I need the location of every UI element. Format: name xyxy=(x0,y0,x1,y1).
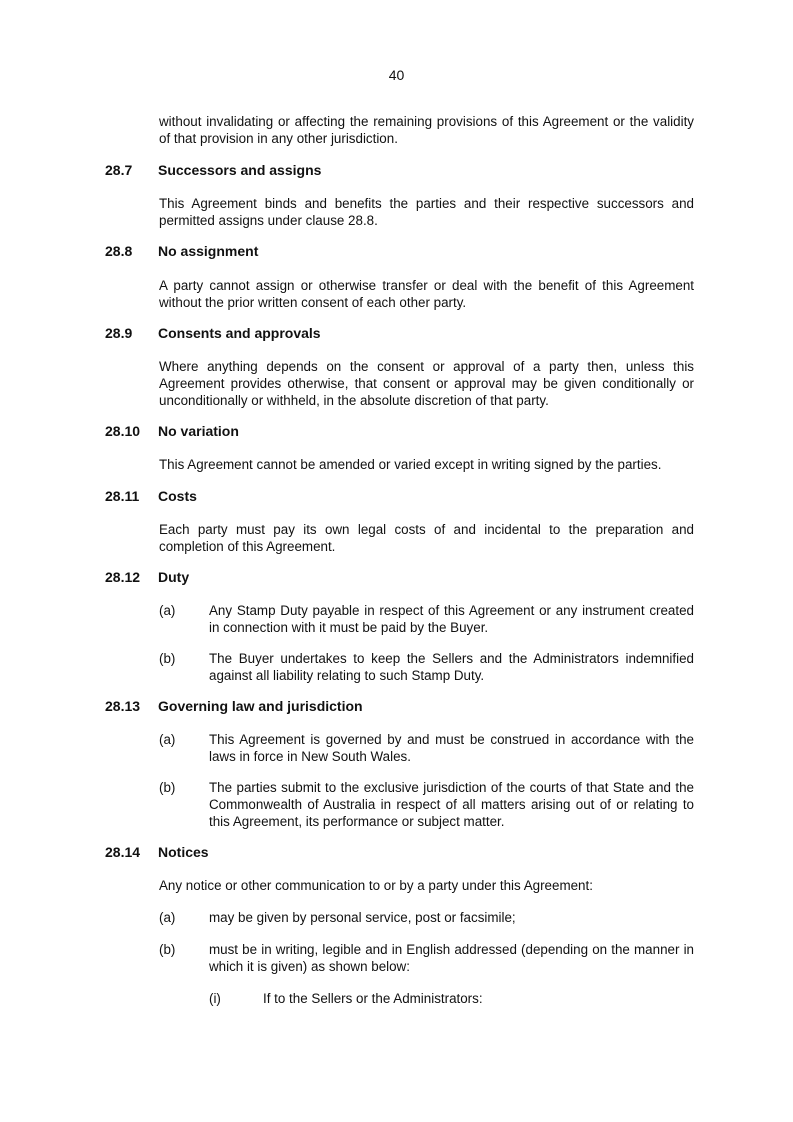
section-number: 28.13 xyxy=(105,698,141,714)
item-label: (a) xyxy=(159,603,176,618)
section-heading-28-9 xyxy=(105,325,321,341)
item-text: The Buyer undertakes to keep the Sellers and the Administrators indemnified against all liability relating to such Stamp Duty. xyxy=(209,651,694,683)
section-heading-28-11 xyxy=(105,488,197,504)
item-label: (b) xyxy=(159,780,176,795)
section-number: 28.10 xyxy=(105,423,141,439)
section-title: Duty xyxy=(158,569,190,585)
section-heading-28-7 xyxy=(105,162,321,178)
section-title: Governing law and jurisdiction xyxy=(158,698,363,714)
section-body-28-10: This Agreement cannot be amended or varied except in writing signed by the parties. xyxy=(159,457,662,472)
section-title: Costs xyxy=(158,488,197,504)
section-number: 28.7 xyxy=(105,162,133,178)
section-heading-28-8 xyxy=(105,243,258,259)
section-body-28-8: A party cannot assign or otherwise transfer or deal with the benefit of this Agreement without the prior written consent of each other party. xyxy=(159,278,694,310)
item-label: (a) xyxy=(159,910,176,925)
section-number: 28.11 xyxy=(105,488,140,504)
section-heading-28-14 xyxy=(105,844,209,860)
section-title: No assignment xyxy=(158,243,259,259)
item-text: The parties submit to the exclusive jurisdiction of the courts of that State and the Commonwealth of Australia in respect of all matters arising out of or relating to this Agreement, its performance or subject matter. xyxy=(209,780,694,829)
section-heading-28-13 xyxy=(105,698,363,714)
section-title: Consents and approvals xyxy=(158,325,321,341)
section-number: 28.12 xyxy=(105,569,141,585)
item-label: (b) xyxy=(159,651,176,666)
item-text: must be in writing, legible and in English addressed (depending on the manner in which it is given) as shown below: xyxy=(209,942,694,974)
section-number: 28.8 xyxy=(105,243,133,259)
subitem-text: If to the Sellers or the Administrators: xyxy=(263,991,483,1006)
item-label: (b) xyxy=(159,942,176,957)
section-title: Successors and assigns xyxy=(158,162,322,178)
section-title: Notices xyxy=(158,844,209,860)
section-body-28-14: Any notice or other communication to or by a party under this Agreement: xyxy=(159,878,593,893)
section-number: 28.9 xyxy=(105,325,133,341)
section-heading-28-10 xyxy=(105,423,239,439)
item-text: This Agreement is governed by and must be construed in accordance with the laws in force in New South Wales. xyxy=(209,732,694,764)
section-heading-28-12 xyxy=(105,569,189,585)
item-text: Any Stamp Duty payable in respect of this Agreement or any instrument created in connection with it must be paid by the Buyer. xyxy=(209,603,694,635)
section-title: No variation xyxy=(158,423,239,439)
item-label: (a) xyxy=(159,732,176,747)
section-number: 28.14 xyxy=(105,844,141,860)
item-text: may be given by personal service, post or facsimile; xyxy=(209,910,516,925)
page-number: 40 xyxy=(388,67,405,83)
section-body-28-7: This Agreement binds and benefits the parties and their respective successors and permitted assigns under clause 28.8. xyxy=(159,196,694,228)
section-body-28-9: Where anything depends on the consent or approval of a party then, unless this Agreement provides otherwise, that consent or approval may be given conditionally or unconditionally or withheld, in the absolute discretion of that party. xyxy=(159,359,694,408)
intro-paragraph: without invalidating or affecting the remaining provisions of this Agreement or the validity of that provision in any other jurisdiction. xyxy=(159,114,694,146)
section-body-28-11: Each party must pay its own legal costs of and incidental to the preparation and completion of this Agreement. xyxy=(159,522,694,554)
subitem-label: (i) xyxy=(209,991,221,1006)
